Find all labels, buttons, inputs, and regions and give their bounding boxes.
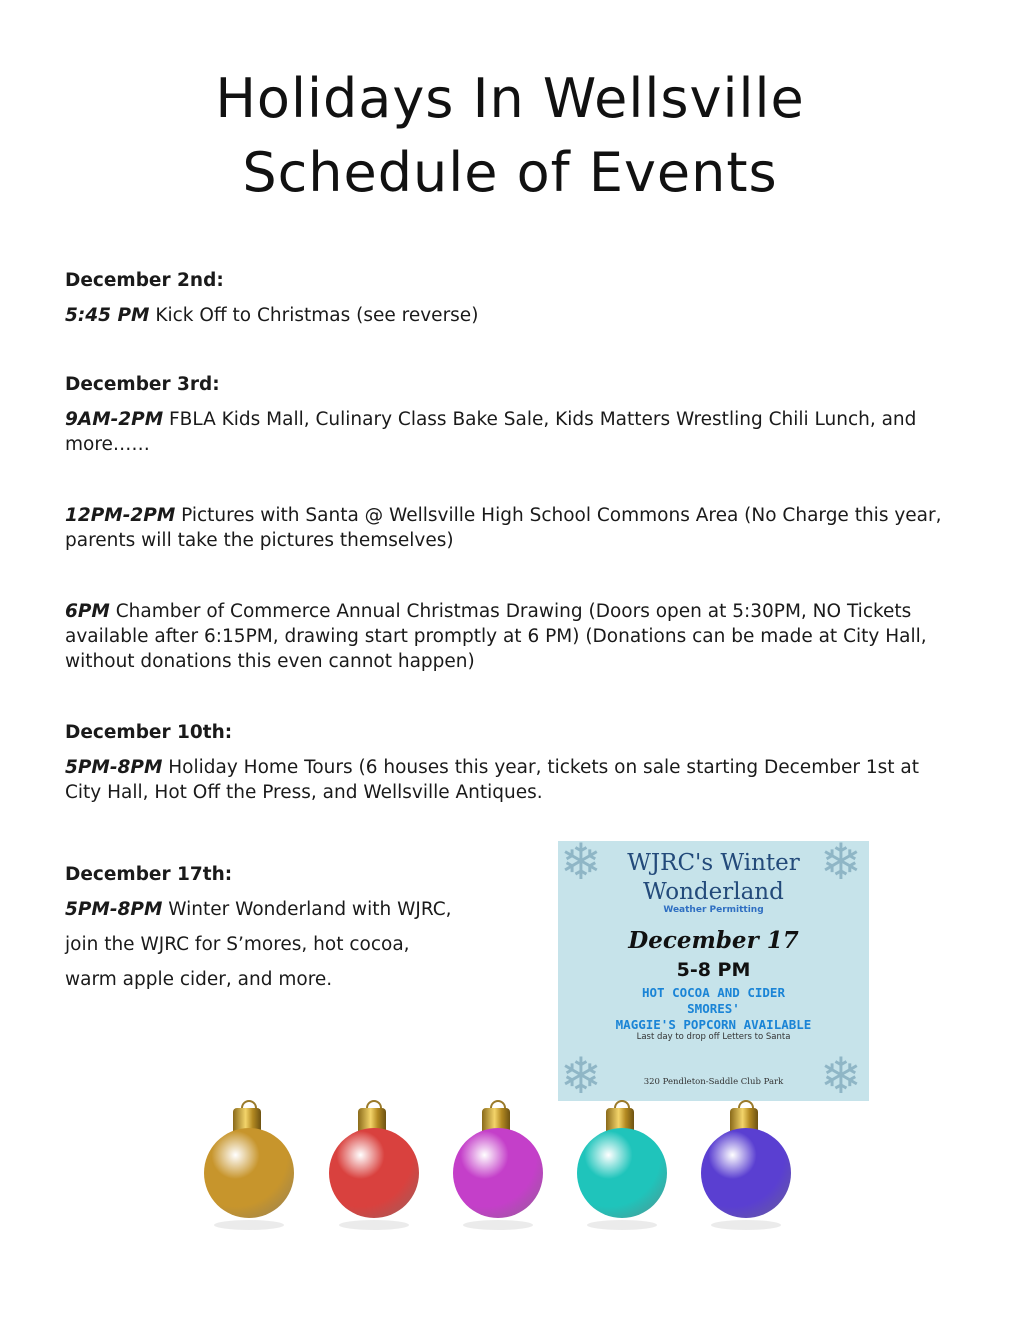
flyer-hours: 5-8 PM <box>676 959 751 981</box>
event-time: 9AM-2PM <box>65 409 164 430</box>
event-text: Kick Off to Christmas (see reverse) <box>149 305 479 326</box>
event-text: Holiday Home Tours (6 houses this year, tickets on sale starting December 1st at City Hall, Hot Off the Press, and Wellsville Antiques. <box>65 757 919 803</box>
event-time: 6PM <box>65 601 110 622</box>
ornament-ball <box>701 1128 791 1218</box>
title-line-2: Schedule of Events <box>242 141 778 204</box>
schedule-list <box>65 268 955 851</box>
event-time: 12PM-2PM <box>65 505 176 526</box>
date-heading-dec10: December 10th: <box>65 722 233 743</box>
flyer-note: Last day to drop off Letters to Santa <box>636 1032 791 1042</box>
event-text-line-2: join the WJRC for S’mores, hot cocoa, <box>65 934 410 955</box>
ornament-ball <box>453 1128 543 1218</box>
flyer-address: 320 Pendleton-Saddle Club Park <box>643 1077 784 1087</box>
page-title <box>0 62 1020 210</box>
title-line-1: Holidays In Wellsville <box>215 67 805 130</box>
event-text: Winter Wonderland with WJRC, <box>162 899 452 920</box>
flyer-line-3: MAGGIE'S POPCORN AVAILABLE <box>615 1017 812 1032</box>
event-item <box>65 755 955 805</box>
event-item <box>65 303 955 328</box>
event-text-line-3: warm apple cider, and more. <box>65 969 333 990</box>
event-item <box>65 892 535 927</box>
dec17-section <box>65 857 535 997</box>
event-item <box>65 599 955 674</box>
event-item <box>65 503 955 553</box>
date-heading-dec17: December 17th: <box>65 864 233 885</box>
winter-wonderland-flyer <box>558 841 869 1101</box>
snowflake-icon: ❄ <box>560 1047 602 1101</box>
ornament-ball <box>577 1128 667 1218</box>
event-item <box>65 407 955 457</box>
ornament-ball <box>204 1128 294 1218</box>
event-time: 5PM-8PM <box>65 757 163 778</box>
ornament-ball <box>329 1128 419 1218</box>
event-time: 5:45 PM <box>65 305 150 326</box>
date-heading-dec2: December 2nd: <box>65 270 224 291</box>
flyer-title-1: WJRC's Winter <box>627 850 800 876</box>
flyer-date: December 17 <box>628 927 799 954</box>
ornament-teal <box>571 1100 671 1240</box>
event-text: Pictures with Santa @ Wellsville High School Commons Area (No Charge this year, parents will take the pictures themselves) <box>65 505 942 551</box>
event-text: Chamber of Commerce Annual Christmas Drawing (Doors open at 5:30PM, NO Tickets available after 6:15PM, drawing start promptly at 6 PM) (Donations can be made at City Hall, without donations this even cannot happen) <box>65 601 927 672</box>
ornaments-row <box>190 1100 810 1250</box>
ornament-red <box>323 1100 423 1240</box>
flyer-weather: Weather Permitting <box>663 905 764 915</box>
snowflake-icon: ❄ <box>560 841 602 891</box>
event-text: FBLA Kids Mall, Culinary Class Bake Sale, Kids Matters Wrestling Chili Lunch, and more…… <box>65 409 917 455</box>
ornament-purple <box>695 1100 795 1240</box>
flyer-line-1: HOT COCOA AND CIDER <box>642 985 785 1000</box>
snowflake-icon: ❄ <box>820 841 862 891</box>
event-time: 5PM-8PM <box>65 899 163 920</box>
date-heading-dec3: December 3rd: <box>65 374 220 395</box>
flyer-line-2: SMORES' <box>687 1001 740 1016</box>
ornament-gold <box>198 1100 298 1240</box>
ornament-magenta <box>447 1100 547 1240</box>
snowflake-icon: ❄ <box>820 1047 862 1101</box>
flyer-title-2: Wonderland <box>643 879 784 905</box>
